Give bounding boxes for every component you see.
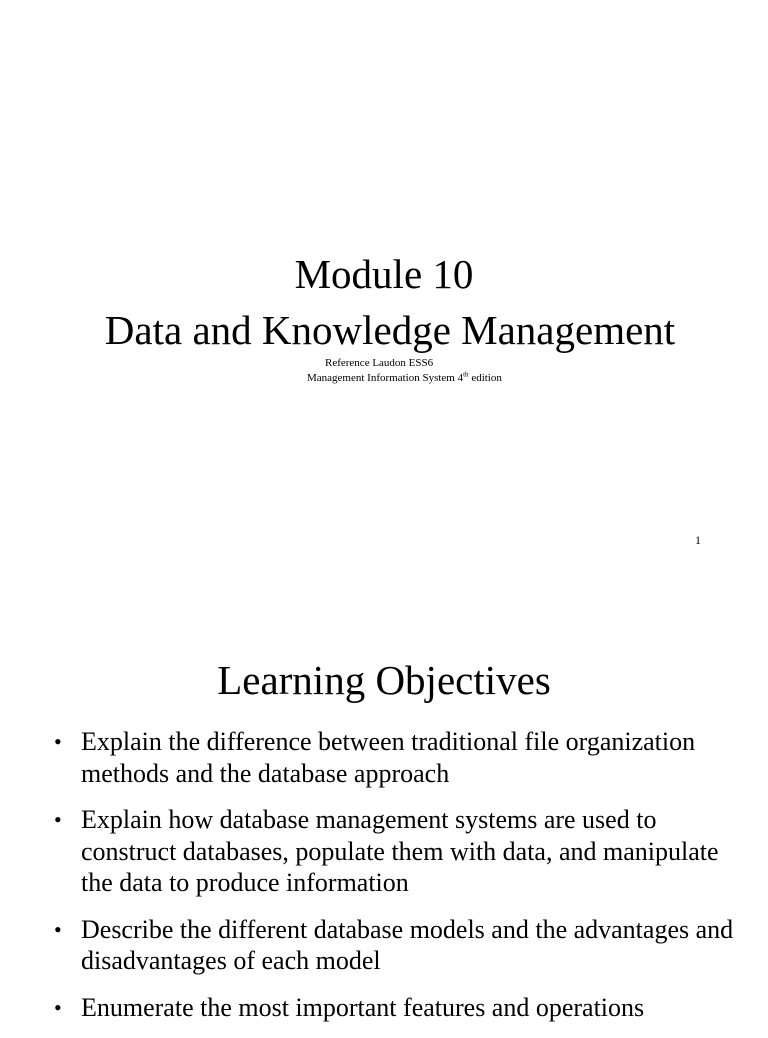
objective-text: Explain how database management systems are used to construct databases, populate them with data, and manipulate the data to produce information bbox=[81, 805, 719, 897]
objective-item bbox=[0, 804, 768, 899]
reference-book-title: Management Information System 4 bbox=[307, 372, 464, 384]
objectives-slide bbox=[0, 576, 768, 1024]
objective-text: Enumerate the most important features and operations bbox=[81, 992, 645, 1022]
objective-item bbox=[0, 914, 768, 977]
reference-book-line bbox=[307, 372, 502, 385]
objective-text: Explain the difference between traditional file organization methods and the database approach bbox=[81, 727, 696, 788]
objectives-list bbox=[0, 726, 768, 1038]
module-subtitle: Data and Knowledge Management bbox=[104, 307, 676, 353]
bullet-icon: • bbox=[54, 729, 62, 754]
objective-item bbox=[0, 992, 768, 1024]
objectives-title: Learning Objectives bbox=[217, 657, 551, 703]
module-title: Module 10 bbox=[294, 251, 474, 297]
bullet-icon: • bbox=[54, 807, 62, 832]
objective-item bbox=[0, 726, 768, 789]
slide-page-number: 1 bbox=[695, 533, 701, 547]
objective-text: Describe the different database models and the advantages and disadvantages of each model bbox=[81, 914, 734, 975]
reference-edition-text: edition bbox=[468, 372, 502, 384]
bullet-icon: • bbox=[54, 916, 62, 942]
reference-edition-superscript: th bbox=[463, 370, 469, 379]
reference-line: Reference Laudon ESS6 bbox=[325, 357, 434, 369]
bullet-icon: • bbox=[54, 994, 62, 1020]
